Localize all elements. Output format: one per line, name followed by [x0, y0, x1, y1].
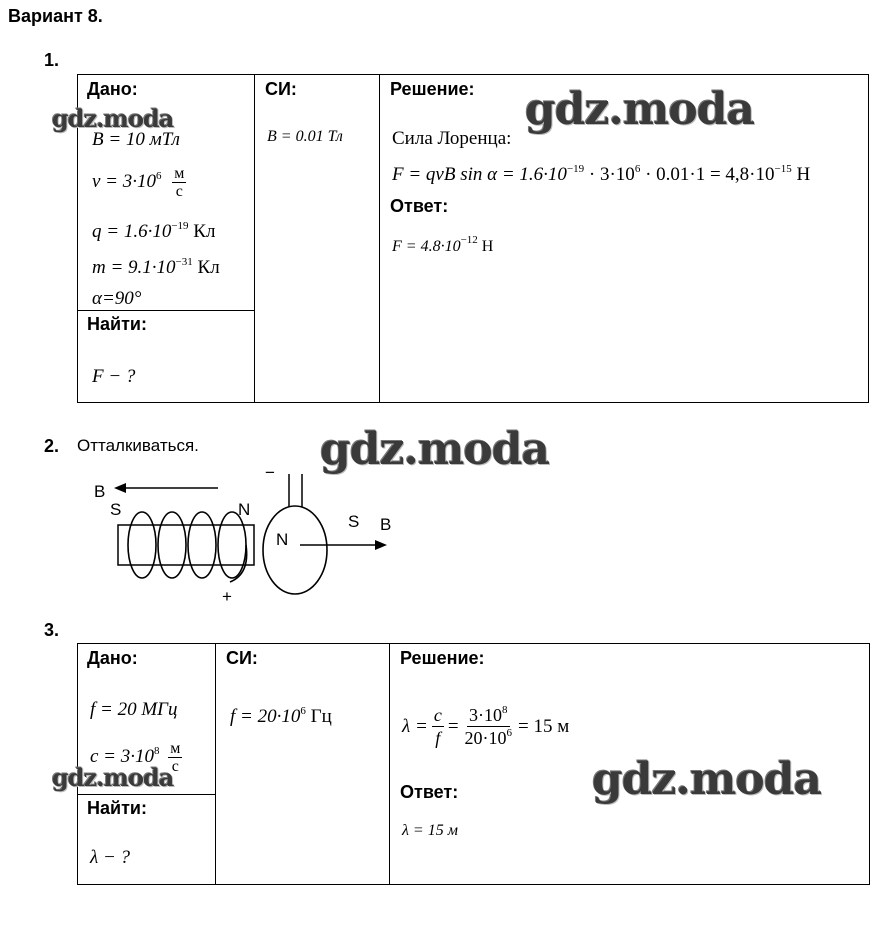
p3-answer: λ = 15 м: [402, 822, 458, 839]
p1-solution-header: Решение:: [390, 79, 475, 99]
label-B-left: B: [94, 482, 106, 501]
p1-given-header: Дано:: [87, 79, 138, 99]
p1-find-header: Найти:: [87, 314, 147, 334]
p1-find-cell: [78, 311, 255, 403]
p3-find-header: Найти:: [87, 798, 147, 818]
p1-v-unit-fraction: $\frac{м}{с}$: [174, 165, 185, 200]
p1-si-value: B = 0.01 Тл: [267, 128, 343, 145]
p3-c-unit-fraction: $\frac{м}{с}$: [170, 740, 181, 775]
p1-find-value: F − ?: [92, 366, 136, 387]
p3-value-fraction: $\frac{3\cdot 10^8}{20\cdot 10^6}$: [464, 704, 513, 748]
coil-winding: [128, 512, 247, 582]
p3-si-header: СИ:: [226, 648, 258, 668]
problem-2-answer: Отталкиваться.: [77, 436, 199, 455]
ring: [263, 506, 327, 594]
p1-lorentz-label: Сила Лоренца:: [392, 128, 512, 149]
p1-given-alpha: α=90°: [92, 288, 142, 309]
watermark-2: gdz.moda: [525, 84, 755, 135]
label-plus: +: [222, 587, 232, 606]
field-arrow-right-head: [375, 540, 387, 550]
coil-ring-diagram: [80, 462, 420, 612]
page-title: Вариант 8.: [8, 6, 103, 26]
label-B-right: B: [380, 515, 392, 534]
field-arrow-left-head: [114, 483, 126, 493]
watermark-3: gdz.moda: [320, 424, 550, 475]
problem-2-number: 2.: [44, 436, 60, 456]
p1-answer: $F = 4.8\cdot 10^{-12}$ Н: [392, 234, 494, 255]
problem-1-number: 1.: [44, 50, 60, 70]
p3-answer-header: Ответ:: [400, 782, 459, 802]
watermark-4: gdz.moda: [52, 763, 174, 792]
label-S-right: S: [348, 512, 360, 531]
p3-given-f: f = 20 МГц: [90, 699, 178, 720]
label-N-left: N: [238, 500, 251, 519]
p3-si-cell: [216, 644, 390, 885]
p1-si-cell: [255, 75, 380, 403]
p3-given-header: Дано:: [87, 648, 138, 668]
p1-given-v: $v = 3\cdot 10^6$ $\frac{м}{с}$: [92, 165, 185, 200]
label-N-ring: N: [276, 530, 289, 549]
label-minus: −: [265, 463, 275, 482]
p1-answer-header: Ответ:: [390, 196, 449, 216]
watermark-5: gdz.moda: [592, 754, 822, 805]
p3-solution-header: Решение:: [400, 648, 485, 668]
p1-si-header: СИ:: [265, 79, 297, 99]
p3-find-value: λ − ?: [90, 847, 131, 868]
p1-formula: F = qvB $\sin \alpha = 1.6\cdot 10^{-19} \cdot 3\cdot 10^6 \cdot 0.01\cdot 1 = 4,8\cdot 10^{-15}$ Н: [392, 163, 811, 185]
p3-si-value: $f = 20\cdot 10^6$ Гц: [230, 705, 332, 727]
p3-find-cell: [78, 795, 216, 885]
problem-3-number: 3.: [44, 620, 60, 640]
p3-given-c: $c = 3\cdot 10^8$ $\frac{м}{с}$: [90, 740, 181, 775]
p3-solution-formula: λ = $\frac{c}{f}$ = $\frac{3\cdot 10^8}{20\cdot 10^6}$ = 15 м: [402, 704, 570, 748]
p1-given-B: B = 10 мТл: [92, 129, 180, 150]
p1-given-q: $q = 1.6\cdot 10^{-19}$ Кл: [92, 220, 216, 242]
watermark-1: gdz.moda: [52, 104, 174, 133]
p3-c-over-f: $\frac{c}{f}$: [433, 705, 442, 748]
p1-given-m: $m = 9.1\cdot 10^{-31}$ Кл: [92, 256, 220, 278]
label-S-left: S: [110, 500, 122, 519]
